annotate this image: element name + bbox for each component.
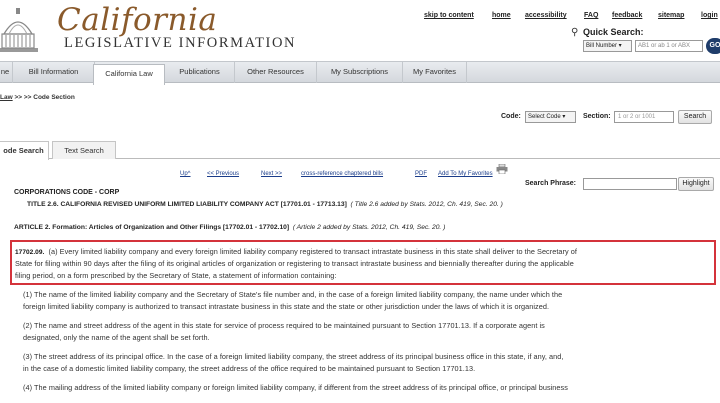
section-number: 17702.09. <box>15 249 45 256</box>
nav-tab-home[interactable]: ne <box>0 62 13 83</box>
top-link-skip[interactable]: skip to content <box>424 12 474 19</box>
previous-link[interactable]: << Previous <box>207 171 240 177</box>
code-select[interactable]: Select Code ▾ <box>525 111 576 123</box>
printer-icon[interactable] <box>496 164 508 174</box>
code-search-button[interactable]: Search <box>678 110 712 124</box>
quick-search-go-button[interactable]: GO <box>706 38 720 54</box>
quick-search-type-select[interactable]: Bill Number ▾ <box>583 40 632 52</box>
tab-text-search[interactable]: Text Search <box>52 141 116 159</box>
cross-reference-link[interactable]: cross-reference chaptered bills <box>301 171 384 177</box>
top-link-accessibility[interactable]: accessibility <box>525 12 567 19</box>
section-para-a-line3: filing period, on a form prescribed by the Secretary of State, a statement of information containing: <box>15 271 337 280</box>
para-a-line1-text: (a) Every limited liability company and every foreign limited liability company registered to transact intrastate business in this state shall deliver to the Secretary of <box>48 247 577 256</box>
top-link-faq[interactable]: FAQ <box>584 12 599 19</box>
nav-tab-publications[interactable]: Publications <box>165 62 235 83</box>
para-3-line1: (3) The street address of its principal office. In the case of a foreign limited liability company, the street address of its principal business office in this state, if any, and, <box>23 352 564 361</box>
search-phrase-input[interactable] <box>583 178 677 190</box>
para-3-line2: in the case of a domestic limited liability company, the street address of the office required to be maintained pursuant to Section 17701.13. <box>23 364 476 373</box>
breadcrumb <box>0 94 75 101</box>
quick-search-title: Quick Search: <box>583 27 644 37</box>
top-link-feedback[interactable]: feedback <box>612 12 643 19</box>
quick-search-input[interactable]: AB1 or ab 1 or ABX <box>635 40 703 52</box>
code-select-value: Select Code <box>528 114 561 120</box>
para-2-line2: designated, only the name of the agent shall be set forth. <box>23 333 210 342</box>
up-link[interactable]: Up^ <box>180 171 191 177</box>
search-phrase-label: Search Phrase: <box>525 180 576 187</box>
capitol-dome-icon <box>0 4 44 56</box>
title-heading <box>27 201 503 208</box>
nav-tab-other-resources[interactable]: Other Resources <box>235 62 317 83</box>
breadcrumb-rest: >> >> Code Section <box>12 94 75 101</box>
code-label: Code: <box>501 113 521 120</box>
nav-tab-bill-information[interactable]: Bill Information <box>13 62 95 83</box>
para-1-line1: (1) The name of the limited liability company and the Secretary of State's file number and, in the case of a foreign limited liability company, the name under which the <box>23 290 563 299</box>
main-nav <box>0 61 720 83</box>
top-link-login[interactable]: login <box>701 12 718 19</box>
code-title: CORPORATIONS CODE - CORP <box>14 189 120 196</box>
quick-search-select-value: Bill Number <box>586 43 618 49</box>
logo-subtitle: LEGISLATIVE INFORMATION <box>64 35 297 51</box>
para-1-line2: foreign limited liability company is authorized to transact intrastate business in this state and the state or other jurisdiction under the laws of which it is organized. <box>23 302 550 311</box>
article-heading-text: ARTICLE 2. Formation: Articles of Organization and Other Filings [17702.01 - 17702.10] <box>14 224 290 231</box>
article-heading <box>14 224 445 231</box>
nav-tab-my-subscriptions[interactable]: My Subscriptions <box>317 62 403 83</box>
section-para-a-line2: State for filing within 90 days after the filing of its original articles of organization or registering to transact intrastate business and biennially thereafter during the applicable <box>15 259 574 268</box>
add-to-favorites-link[interactable]: Add To My Favorites <box>438 171 493 177</box>
breadcrumb-law-link[interactable]: Law <box>0 94 13 101</box>
nav-tab-my-favorites[interactable]: My Favorites <box>403 62 467 83</box>
title-heading-text: TITLE 2.6. CALIFORNIA REVISED UNIFORM LIMITED LIABILITY COMPANY ACT [17701.01 - 17713.13] <box>27 201 347 208</box>
para-4-line1: (4) The mailing address of the limited liability company or foreign limited liability company, if different from the street address of its principal office, or principal business <box>23 383 568 392</box>
search-icon: ⚲ <box>571 27 579 38</box>
pdf-link[interactable]: PDF <box>415 171 427 177</box>
section-label: Section: <box>583 113 611 120</box>
section-input[interactable]: 1 or 2 or 1001 <box>614 111 674 123</box>
article-note: ( Article 2 added by Stats. 2012, Ch. 419, Sec. 20. ) <box>292 224 446 231</box>
para-2-line1: (2) The name and street address of the agent in this state for service of process required to be maintained pursuant to Section 17701.13. If a corporate agent is <box>23 321 545 330</box>
nav-tab-california-law[interactable]: California Law <box>93 64 165 85</box>
logo-script[interactable]: California <box>57 2 218 38</box>
highlight-button[interactable]: Highlight <box>678 177 714 191</box>
next-link[interactable]: Next >> <box>261 171 283 177</box>
top-link-home[interactable]: home <box>492 12 511 19</box>
top-link-sitemap[interactable]: sitemap <box>658 12 685 19</box>
search-subtabs <box>0 140 720 159</box>
site-header <box>0 0 720 62</box>
title-note: ( Title 2.6 added by Stats. 2012, Ch. 419, Sec. 20. ) <box>350 201 503 208</box>
tab-code-search[interactable]: ode Search <box>0 141 49 160</box>
